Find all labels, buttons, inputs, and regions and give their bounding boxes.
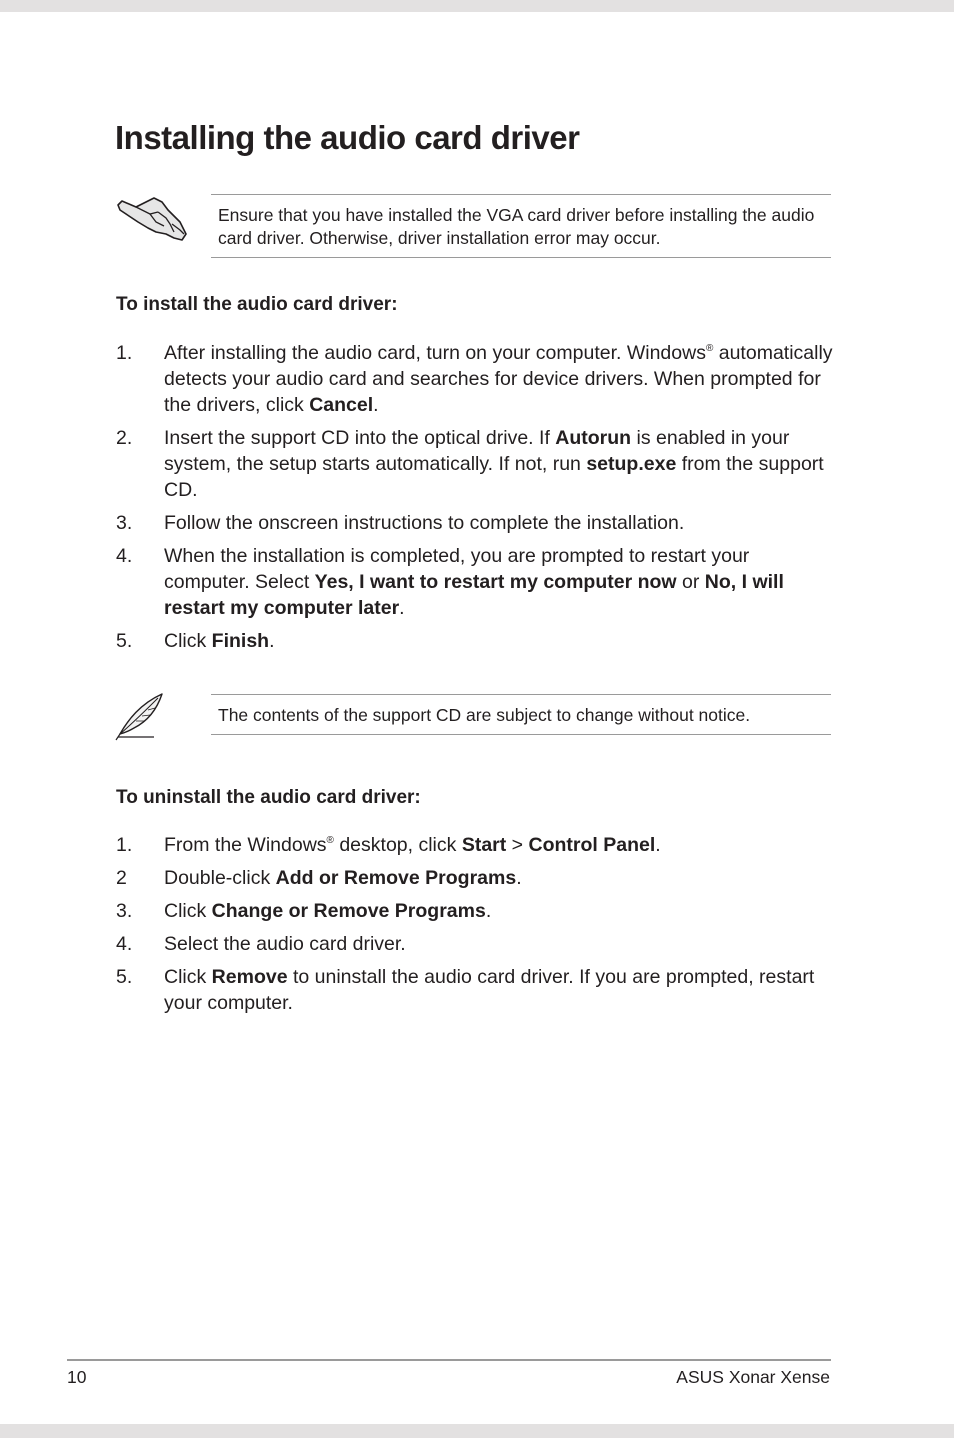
page-title: Installing the audio card driver — [115, 119, 580, 156]
uninstall-step-1: 1. From the Windows® desktop, click Start > Control Panel. — [116, 834, 661, 856]
uninstall-step-4: 4. Select the audio card driver. — [116, 933, 406, 955]
step-number: 4. — [116, 545, 133, 567]
feather-pen-icon — [114, 690, 168, 742]
install-step-4: 4. When the installation is completed, you are prompted to restart your computer. Select Yes, I want to restart my computer now or No, I will restart my computer later. — [116, 545, 784, 619]
step-number: 5. — [116, 966, 133, 988]
install-step-3: 3. Follow the onscreen instructions to complete the installation. — [116, 512, 685, 534]
step-number: 1. — [116, 834, 133, 856]
install-steps — [116, 340, 836, 661]
product-name: ASUS Xonar Xense — [676, 1367, 830, 1387]
add-remove-programs-label: Add or Remove Programs — [275, 867, 517, 889]
step-number: 5. — [116, 630, 133, 652]
uninstall-step-5: 5. Click Remove to uninstall the audio card driver. If you are prompted, restart your computer. — [116, 966, 815, 1014]
step-number: 3. — [116, 512, 133, 534]
uninstall-steps — [116, 832, 836, 1023]
step-number: 2 — [116, 867, 127, 889]
warning-note-text: Ensure that you have installed the VGA card driver before installing the audio card driver. Otherwise, driver installation error may occur. — [218, 205, 815, 248]
finish-label: Finish — [211, 630, 270, 652]
footer-divider — [67, 1359, 831, 1361]
step-number: 1. — [116, 342, 133, 364]
bottom-margin-bar — [0, 1424, 954, 1438]
step-number: 3. — [116, 900, 133, 922]
start-label: Start — [461, 834, 507, 856]
uninstall-step-2: 2 Double-click Add or Remove Programs. — [116, 867, 522, 889]
control-panel-label: Control Panel — [528, 834, 656, 856]
install-step-5: 5. Click Finish. — [116, 630, 275, 652]
warning-note — [211, 194, 831, 258]
remove-label: Remove — [211, 966, 288, 988]
info-note-text: The contents of the support CD are subject to change without notice. — [218, 705, 751, 725]
autorun-label: Autorun — [555, 427, 632, 449]
step-number: 4. — [116, 933, 133, 955]
step-number: 2. — [116, 427, 133, 449]
page-number: 10 — [67, 1367, 87, 1387]
change-remove-programs-label: Change or Remove Programs — [211, 900, 486, 922]
restart-now-label: Yes, I want to restart my computer now — [314, 571, 677, 593]
top-margin-bar — [0, 0, 954, 12]
install-heading: To install the audio card driver: — [116, 294, 398, 315]
install-step-1: 1. After installing the audio card, turn on your computer. Windows® automatically detects your audio card and searches for device drivers. When prompted for the drivers, click Cancel. — [116, 342, 833, 416]
uninstall-step-3: 3. Click Change or Remove Programs. — [116, 900, 492, 922]
hand-warning-icon — [114, 188, 190, 248]
uninstall-heading: To uninstall the audio card driver: — [116, 787, 421, 808]
install-step-2: 2. Insert the support CD into the optical drive. If Autorun is enabled in your system, the setup starts automatically. If not, run setup.exe from the support CD. — [116, 427, 824, 501]
cancel-label: Cancel — [309, 394, 374, 416]
restart-later-label: No, I will restart my computer later — [164, 571, 784, 619]
info-note — [211, 694, 831, 735]
setup-exe-label: setup.exe — [586, 453, 677, 475]
